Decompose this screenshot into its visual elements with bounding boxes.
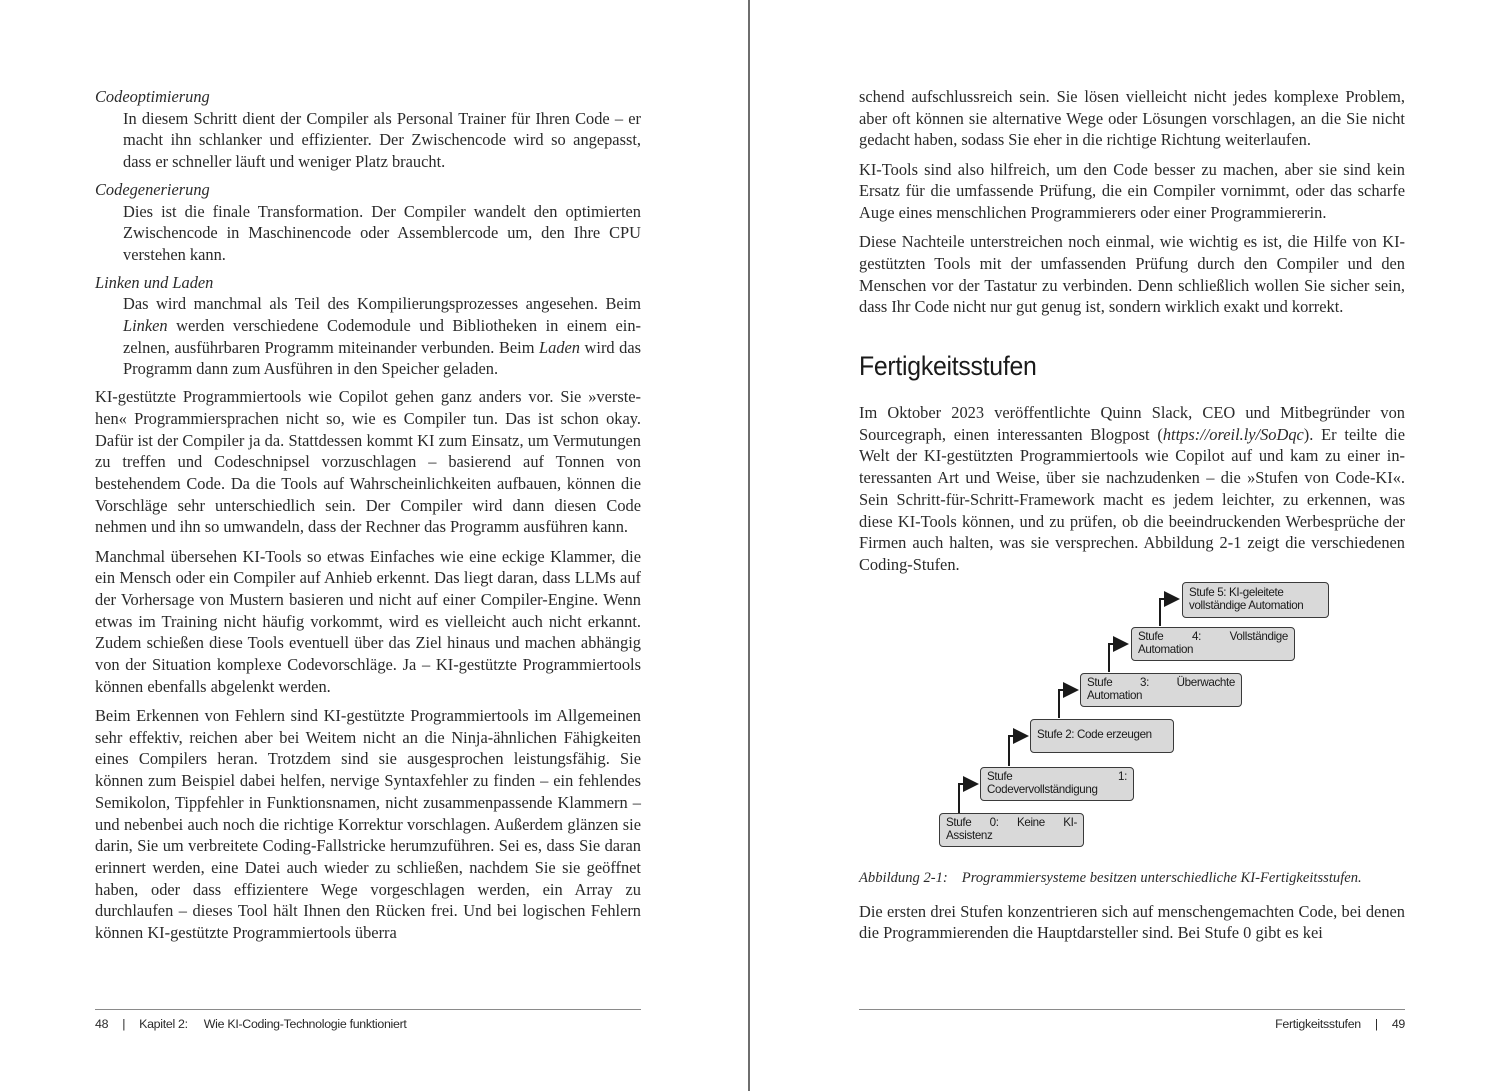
skill-levels-diagram [859, 586, 1405, 854]
blog-link[interactable]: https://oreil.ly/SoDqc [1162, 424, 1304, 444]
step-box-stufe-4: Stufe 4: Vollständige Automation [1131, 627, 1295, 661]
running-section-title: Fertigkeitsstufen [1275, 1017, 1361, 1031]
footer-rule [859, 1009, 1405, 1010]
emphasis-laden: Laden [539, 337, 580, 357]
definition-body: In diesem Schritt dient der Compiler als Personal Trainer für Ihren Code – er macht ihn schlanker und effizienter. Der Zwischencode wird so angepasst, dass er schneller läuft und weniger Platz braucht. [123, 108, 641, 172]
definition-term: Codegenerierung [95, 179, 210, 199]
footer-separator: | [1374, 1017, 1378, 1031]
page-number: 48 [95, 1017, 109, 1031]
step-box-stufe-3: Stufe 3: Überwachte Automation [1080, 673, 1242, 707]
arrow-3-to-4 [1109, 644, 1127, 672]
section-heading: Fertigkeitsstufen [859, 351, 1037, 382]
text-run: ). Er teilte die Welt der KI-gestützten Programmiertools wie Copilot auf und kam zu einer interessanten Art und Weise, über sie nachzudenken – die »Stufen von Code-KI«. Sein Schritt-für-Schritt-Framework macht es jedem leichter, zu erkennen, was diese KI-Tools können, und zu prüfen, ob die beeindruckenden Werbesprüche der Firmen auch halten, was sie versprechen. Abbildung 2-1 zeigt die verschiedenen Coding-Stufen. [859, 424, 1405, 574]
step-box-stufe-2: Stufe 2: Code erzeugen [1030, 719, 1174, 753]
book-spine-gutter [748, 0, 750, 1091]
body-paragraph: Die ersten drei Stufen konzentrieren sich auf menschengemachten Code, bei denen die Programmierenden die Hauptdarsteller sind. Bei Stufe 0 gibt es kei [859, 901, 1405, 943]
step-box-stufe-1: Stufe 1: Codevervollständigung [980, 767, 1134, 801]
text-run: Das wird manchmal als Teil des Kompilierungsprozesses angesehen. Beim [123, 294, 641, 314]
definition-term: Codeoptimierung [95, 87, 210, 106]
arrow-2-to-3 [1059, 690, 1077, 718]
footer-separator: | [122, 1017, 126, 1031]
arrow-1-to-2 [1009, 736, 1027, 766]
body-paragraph: schend aufschlussreich sein. Sie lösen vielleicht nicht jedes komplexe Problem, aber oft können sie alternative Wege oder Lösungen vorschlagen, an die Sie nicht gedacht haben, sodass Sie eher in die richtige Richtung weiterlaufen. [859, 87, 1405, 150]
left-page [0, 0, 749, 1091]
chapter-title: Wie KI-Coding-Technologie funktioniert [203, 1017, 407, 1031]
arrow-4-to-5 [1160, 599, 1178, 626]
definition-list [95, 86, 641, 380]
definition-body [123, 293, 641, 380]
right-page-body [859, 86, 1405, 952]
caption-label: Abbildung 2-1: [859, 869, 948, 886]
body-paragraph [859, 402, 1405, 576]
definition-body: Dies ist die finale Transformation. Der Compiler wandelt den optimierten Zwischencode in Maschinencode oder Assemblercode um, den Ihre CPU verstehen kann. [123, 201, 641, 264]
body-paragraph: Beim Erkennen von Fehlern sind KI-gestützte Programmiertools im Allgemeinen sehr effektiv, reichen aber bei Weitem nicht an die Ninja-ähnlichen Fähigkeiten eines Compilers heran. Trotzdem sind sie ausgesprochen leistungsfähig. Sie können zum Beispiel dabei helfen, nervige Syntaxfehler zu finden – ein fehlendes Semikolon, Tippfehler in Funktionsnamen, nicht zusammenpassende Klammern – und nebenbei auch noch die richtige Korrektur vorschlagen. Außerdem glänzen sie darin, Sie um verbreitete Coding-Fallstricke herumzuführen. Sei es, dass Sie daran erinnert werden, eine Datei auch wieder zu schließen, nachdem Sie sie geöffnet haben, oder dass effizientere Wege vorgeschlagen werden, ein Array zu durchlaufen – dieses Tool hält Ihnen den Rücken frei. Und bei logischen Fehlern können KI-gestützte Programmiertools überra [95, 705, 641, 943]
body-paragraph: KI-Tools sind also hilfreich, um den Code besser zu machen, aber sie sind kein Ersatz für die umfassende Prüfung, die ein Compiler vornimmt, oder das scharfe Auge eines menschlichen Programmierers oder einer Programmiererin. [859, 159, 1405, 223]
right-page [751, 0, 1500, 1091]
text-run: werden verschiedene Codemodule und Bibliotheken in einem einzelnen, ausführbaren Programm miteinander verbunden. Beim [123, 316, 641, 357]
caption-text: Programmiersysteme besitzen unterschiedliche KI-Fertigkeitsstufen. [961, 869, 1362, 886]
step-box-stufe-0: Stufe 0: Keine KI-Assistenz [939, 813, 1084, 847]
arrow-0-to-1 [959, 784, 977, 813]
figure-caption [859, 868, 1405, 888]
step-5-line-2: vollständige Automation [1189, 598, 1304, 612]
definition-term: Linken und Laden [95, 272, 214, 292]
text-run: Im Oktober 2023 veröffentlichte Quinn Slack, CEO und Mitbegründer von Sourcegraph, einen interessanten Blogpost ( [859, 403, 1405, 444]
step-5-line-1: Stufe 5: KI-geleitete [1189, 586, 1284, 600]
body-paragraph: Manchmal übersehen KI-Tools so etwas Einfaches wie eine eckige Klammer, die ein Mensch oder ein Compiler auf Anhieb erkennt. Das liegt daran, dass LLMs auf der Vorhersage von Mustern basieren und nicht auf einer Compiler-Engine. Wenn etwas im Training nicht häufig vorkommt, wird es vielleicht auch nicht erkannt. Zudem schießen diese Tools eventuell über das Ziel hinaus und machen abhängig von der Situation komplexe Codevorschläge. Ja – KI-gestützte Programmiertools können ebenfalls abgelenkt werden. [95, 546, 641, 696]
step-box-stufe-5 [1182, 582, 1329, 618]
page-footer [95, 1009, 641, 1031]
body-paragraph: Diese Nachteile unterstreichen noch einmal, wie wichtig es ist, die Hilfe von KI-gestützten Tools mit der umfassenden Prüfung durch den Compiler und den Menschen vor der Tastatur zu verbinden. Denn schließlich wollen Sie sicher sein, dass Ihr Code nicht nur gut genug ist, sondern wirklich exakt und korrekt. [859, 232, 1405, 317]
text-run: wird das Programm dann zum Ausführen in den Speicher geladen. [123, 337, 641, 379]
left-page-body [95, 86, 641, 951]
footer-rule [95, 1009, 641, 1010]
body-paragraph: KI-gestützte Programmiertools wie Copilot gehen ganz anders vor. Sie »verstehen« Programmiersprachen nicht so, wie es Compiler tun. Das ist schon okay. Dafür ist der Compiler ja da. Stattdessen kommt KI zum Einsatz, um Vermutungen zu treffen und Codeschnipsel vorzuschlagen – basierend auf Tonnen von bestehendem Code. Da die Tools auf Wahrscheinlichkeiten aufbauen, können die Vorschläge sehr unterschiedlich sein. Der Compiler wird dann diesen Code nehmen und ihn so umwandeln, dass der Rechner das Programm ausführen kann. [95, 387, 641, 537]
page-number: 49 [1391, 1017, 1405, 1031]
emphasis-linken: Linken [123, 316, 168, 336]
chapter-label: Kapitel 2: [139, 1017, 188, 1031]
page-footer [859, 1009, 1405, 1031]
